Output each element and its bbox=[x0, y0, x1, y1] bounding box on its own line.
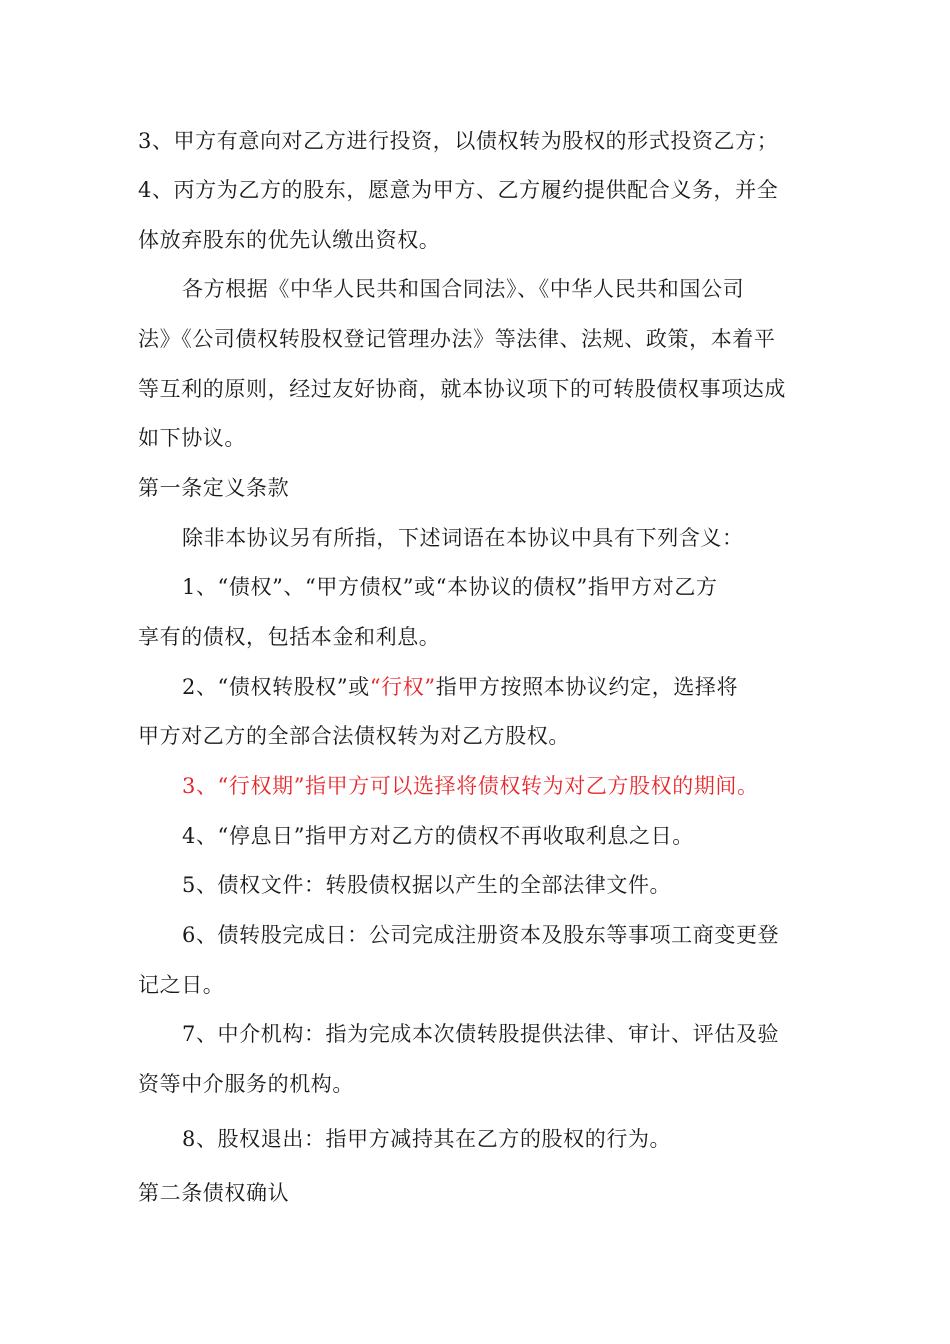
preamble-line-2: 法》《公司债权转股权登记管理办法》等法律、法规、政策，本着平 bbox=[138, 327, 776, 351]
definition-2-highlight: “行权” bbox=[369, 675, 436, 699]
article-2-heading: 第二条债权确认 bbox=[138, 1181, 290, 1205]
definition-8: 8、股权退出：指甲方减持其在乙方的股权的行为。 bbox=[182, 1127, 672, 1151]
definition-7-line-2: 资等中介服务的机构。 bbox=[138, 1072, 354, 1096]
clause-item-3: 3、甲方有意向对乙方进行投资，以债权转为股权的形式投资乙方； bbox=[138, 129, 779, 153]
definition-5: 5、债权文件：转股债权据以产生的全部法律文件。 bbox=[182, 873, 672, 897]
definition-3: 3、“行权期”指甲方可以选择将债权转为对乙方股权的期间。 bbox=[182, 774, 759, 798]
article-1-heading: 第一条定义条款 bbox=[138, 476, 290, 500]
definition-2-line-1 bbox=[182, 672, 738, 702]
definition-2-rest: 指甲方按照本协议约定，选择将 bbox=[435, 675, 739, 699]
definition-2-line-2: 甲方对乙方的全部合法债权转为对乙方股权。 bbox=[138, 724, 570, 748]
preamble-line-4: 如下协议。 bbox=[138, 426, 246, 450]
definition-4: 4、“停息日”指甲方对乙方的债权不再收取利息之日。 bbox=[182, 824, 694, 848]
definition-6-line-1: 6、债转股完成日：公司完成注册资本及股东等事项工商变更登 bbox=[182, 923, 780, 947]
definitions-intro: 除非本协议另有所指，下述词语在本协议中具有下列含义： bbox=[182, 526, 744, 550]
definition-2-term: 2、“债权转股权”或 bbox=[182, 675, 370, 699]
clause-item-4-line-2: 体放弃股东的优先认缴出资权。 bbox=[138, 228, 441, 252]
definition-6-line-2: 记之日。 bbox=[138, 973, 225, 997]
preamble-line-3: 等互利的原则，经过友好协商，就本协议项下的可转股债权事项达成 bbox=[138, 377, 786, 401]
clause-item-4-line-1: 4、丙方为乙方的股东，愿意为甲方、乙方履约提供配合义务，并全 bbox=[138, 178, 779, 202]
preamble-line-1: 各方根据《中华人民共和国合同法》、《中华人民共和国公司 bbox=[182, 277, 745, 301]
definition-1-line-2: 享有的债权，包括本金和利息。 bbox=[138, 625, 441, 649]
definition-7-line-1: 7、中介机构：指为完成本次债转股提供法律、审计、评估及验 bbox=[182, 1022, 780, 1046]
definition-1-line-1: 1、“债权”、“甲方债权”或“本协议的债权”指甲方对乙方 bbox=[182, 575, 718, 599]
